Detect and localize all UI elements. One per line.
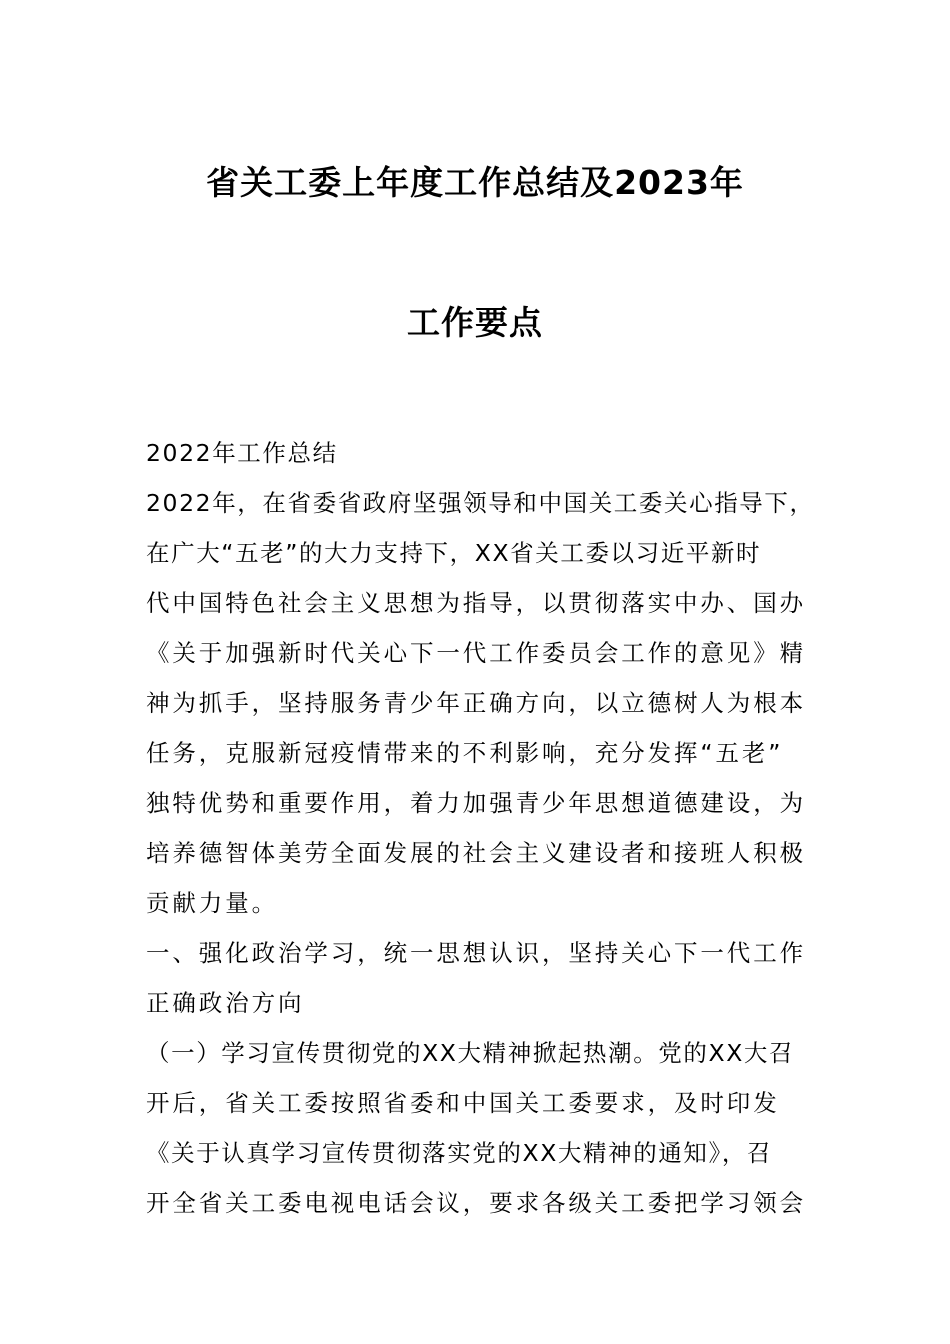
paragraph-line: 任务，克服新冠疫情带来的不利影响，充分发挥“五老” <box>146 739 784 767</box>
paragraph-line: 《关于认真学习宣传贯彻落实党的XX大精神的通知》，召 <box>146 1139 773 1167</box>
paragraph-line: （一）学习宣传贯彻党的XX大精神掀起热潮。党的XX大召 <box>146 1039 795 1067</box>
document-title-line-2: 工作要点 <box>407 303 543 342</box>
paragraph-line: 神为抓手，坚持服务青少年正确方向，以立德树人为根本 <box>146 689 806 717</box>
section-heading: 2022年工作总结 <box>146 439 338 467</box>
paragraph-line: 开后，省关工委按照省委和中国关工委要求，及时印发 <box>146 1089 780 1117</box>
document-title-line-1: 省关工委上年度工作总结及2023年 <box>206 163 744 202</box>
paragraph-line: 《关于加强新时代关心下一代工作委员会工作的意见》精 <box>146 639 806 667</box>
paragraph-line: 2022年，在省委省政府坚强领导和中国关工委关心指导下， <box>146 489 815 517</box>
section-heading: 正确政治方向 <box>146 989 305 1017</box>
paragraph-line: 培养德智体美劳全面发展的社会主义建设者和接班人积极 <box>146 839 806 867</box>
paragraph-line: 在广大“五老”的大力支持下，XX省关工委以习近平新时 <box>146 539 762 567</box>
paragraph-line: 贡献力量。 <box>146 889 278 917</box>
section-heading: 一、强化政治学习，统一思想认识，坚持关心下一代工作 <box>146 939 806 967</box>
document-body <box>146 428 814 1228</box>
paragraph-line: 开全省关工委电视电话会议，要求各级关工委把学习领会 <box>146 1189 806 1217</box>
paragraph-line: 代中国特色社会主义思想为指导，以贯彻落实中办、国办 <box>146 589 806 617</box>
paragraph-line: 独特优势和重要作用，着力加强青少年思想道德建设，为 <box>146 789 806 817</box>
